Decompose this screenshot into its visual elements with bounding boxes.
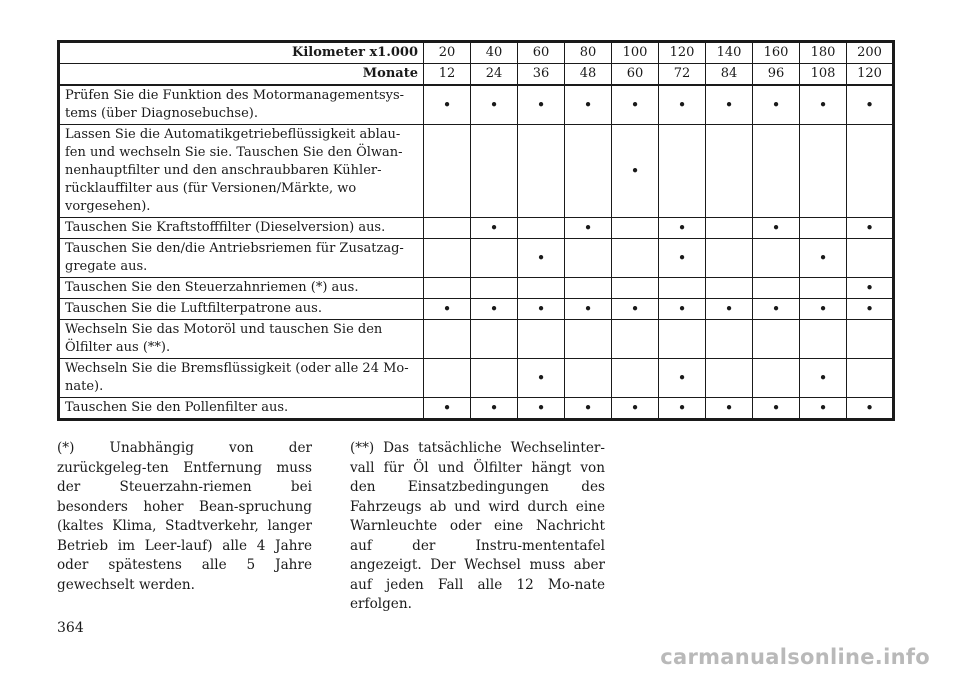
months-24: 24 [471, 64, 518, 86]
service-cell-empty [518, 320, 565, 359]
service-mark: • [565, 218, 612, 239]
service-cell-empty [753, 359, 800, 398]
service-mark: • [800, 299, 847, 320]
km-20: 20 [424, 42, 471, 64]
service-mark: • [847, 218, 894, 239]
service-mark: • [659, 299, 706, 320]
footnote-oil-interval: (**) Das tatsächliche Wechselinter-vall für Öl und Ölfilter hängt von den Einsatzbedingungen des Fahrzeugs ab und wird durch eine Warnleuchte oder eine Nachricht auf der Instru-mententafel angezeigt. Der Wechsel muss aber auf jeden Fall alle 12 Mo-nate erfolgen. [350, 440, 605, 612]
service-description: Wechseln Sie das Motoröl und tauschen Sie den Ölfilter aus (**). [59, 320, 424, 359]
km-100: 100 [612, 42, 659, 64]
service-cell-empty [471, 125, 518, 218]
service-cell-empty [471, 278, 518, 299]
service-mark: • [518, 398, 565, 420]
km-160: 160 [753, 42, 800, 64]
service-description: Tauschen Sie die Luftfilterpatrone aus. [59, 299, 424, 320]
service-mark: • [800, 398, 847, 420]
km-80: 80 [565, 42, 612, 64]
months-72: 72 [659, 64, 706, 86]
service-mark: • [800, 359, 847, 398]
service-cell-empty [800, 320, 847, 359]
service-cell-empty [659, 278, 706, 299]
service-description: Tauschen Sie Kraftstofffilter (Dieselversion) aus. [59, 218, 424, 239]
service-cell-empty [424, 278, 471, 299]
service-cell-empty [659, 125, 706, 218]
service-cell-empty [424, 320, 471, 359]
service-description: Tauschen Sie den Pollenfilter aus. [59, 398, 424, 420]
service-mark: • [659, 239, 706, 278]
service-mark: • [565, 398, 612, 420]
service-cell-empty [753, 125, 800, 218]
service-mark: • [612, 125, 659, 218]
service-mark: • [518, 239, 565, 278]
service-cell-empty [847, 320, 894, 359]
service-cell-empty [847, 239, 894, 278]
service-cell-empty [706, 125, 753, 218]
service-cell-empty [424, 239, 471, 278]
service-cell-empty [471, 359, 518, 398]
header-row-months [59, 64, 894, 86]
months-60: 60 [612, 64, 659, 86]
service-cell-empty [565, 278, 612, 299]
service-mark: • [471, 299, 518, 320]
service-mark: • [706, 299, 753, 320]
service-cell-empty [706, 239, 753, 278]
months-48: 48 [565, 64, 612, 86]
service-mark: • [659, 359, 706, 398]
service-description: Wechseln Sie die Bremsflüssigkeit (oder alle 24 Mo- nate). [59, 359, 424, 398]
service-mark: • [565, 85, 612, 125]
service-mark: • [659, 85, 706, 125]
footnote-timing-belt: (*) Unabhängig von der zurückgeleg-ten Entfernung muss der Steuerzahn-riemen bei besonders hoher Bean-spruchung (kaltes Klima, Stadtverkehr, langer Betrieb im Leer-lauf) alle 4 Jahre oder spätestens alle 5 Jahre gewechselt werden. [57, 440, 312, 593]
service-cell-empty [565, 239, 612, 278]
service-cell-empty [800, 125, 847, 218]
km-140: 140 [706, 42, 753, 64]
service-description: Prüfen Sie die Funktion des Motormanagementsys- tems (über Diagnosebuchse). [59, 85, 424, 125]
service-cell-empty [753, 278, 800, 299]
service-cell-empty [518, 278, 565, 299]
km-200: 200 [847, 42, 894, 64]
service-mark: • [706, 85, 753, 125]
service-cell-empty [471, 239, 518, 278]
service-cell-empty [518, 125, 565, 218]
service-description: Tauschen Sie den/die Antriebsriemen für Zusatzag- gregate aus. [59, 239, 424, 278]
service-mark: • [753, 398, 800, 420]
service-cell-empty [753, 239, 800, 278]
service-cell-empty [706, 218, 753, 239]
service-cell-empty [800, 218, 847, 239]
service-cell-empty [753, 320, 800, 359]
service-mark: • [518, 299, 565, 320]
km-120: 120 [659, 42, 706, 64]
schedule-row [59, 398, 894, 420]
service-mark: • [659, 218, 706, 239]
service-cell-empty [612, 218, 659, 239]
service-mark: • [612, 85, 659, 125]
service-mark: • [800, 85, 847, 125]
header-row-km [59, 42, 894, 64]
service-mark: • [706, 398, 753, 420]
months-12: 12 [424, 64, 471, 86]
months-36: 36 [518, 64, 565, 86]
maintenance-schedule-table [57, 40, 895, 421]
service-mark: • [424, 85, 471, 125]
service-mark: • [753, 218, 800, 239]
service-cell-empty [706, 359, 753, 398]
service-mark: • [424, 398, 471, 420]
service-mark: • [753, 299, 800, 320]
service-description: Lassen Sie die Automatikgetriebeflüssigkeit ablau- fen und wechseln Sie sie. Tauschen Sie den Ölwan- nenhauptfilter und den anschraubbaren Kühler- rücklauffilter aus (für Versionen/Märkte, wo vorgesehen). [59, 125, 424, 218]
service-mark: • [753, 85, 800, 125]
service-mark: • [518, 359, 565, 398]
months-84: 84 [706, 64, 753, 86]
km-40: 40 [471, 42, 518, 64]
service-mark: • [471, 398, 518, 420]
service-mark: • [800, 239, 847, 278]
service-mark: • [471, 218, 518, 239]
service-mark: • [518, 85, 565, 125]
service-cell-empty [565, 320, 612, 359]
service-cell-empty [706, 278, 753, 299]
schedule-row [59, 85, 894, 125]
page-number: 364 [57, 620, 84, 636]
service-cell-empty [847, 359, 894, 398]
km-header-label: Kilometer x1.000 [59, 42, 424, 64]
schedule-row [59, 125, 894, 218]
service-cell-empty [800, 278, 847, 299]
months-96: 96 [753, 64, 800, 86]
schedule-row [59, 299, 894, 320]
schedule-body [59, 42, 894, 420]
service-description: Tauschen Sie den Steuerzahnriemen (*) aus. [59, 278, 424, 299]
service-cell-empty [424, 218, 471, 239]
schedule-row [59, 239, 894, 278]
service-cell-empty [847, 125, 894, 218]
km-60: 60 [518, 42, 565, 64]
service-cell-empty [424, 125, 471, 218]
service-cell-empty [565, 125, 612, 218]
months-108: 108 [800, 64, 847, 86]
service-mark: • [847, 85, 894, 125]
service-cell-empty [612, 359, 659, 398]
service-cell-empty [612, 320, 659, 359]
service-cell-empty [612, 278, 659, 299]
schedule-row [59, 359, 894, 398]
service-cell-empty [659, 320, 706, 359]
service-mark: • [659, 398, 706, 420]
service-mark: • [565, 299, 612, 320]
service-cell-empty [565, 359, 612, 398]
service-mark: • [847, 299, 894, 320]
watermark: carmanualsonline.info [660, 645, 930, 669]
service-mark: • [847, 278, 894, 299]
schedule-row [59, 320, 894, 359]
service-mark: • [612, 299, 659, 320]
schedule-row [59, 218, 894, 239]
months-header-label: Monate [59, 64, 424, 86]
service-cell-empty [518, 218, 565, 239]
km-180: 180 [800, 42, 847, 64]
service-cell-empty [471, 320, 518, 359]
service-cell-empty [424, 359, 471, 398]
service-mark: • [424, 299, 471, 320]
months-120: 120 [847, 64, 894, 86]
service-cell-empty [612, 239, 659, 278]
service-mark: • [471, 85, 518, 125]
service-cell-empty [706, 320, 753, 359]
service-mark: • [847, 398, 894, 420]
schedule-row [59, 278, 894, 299]
service-mark: • [612, 398, 659, 420]
